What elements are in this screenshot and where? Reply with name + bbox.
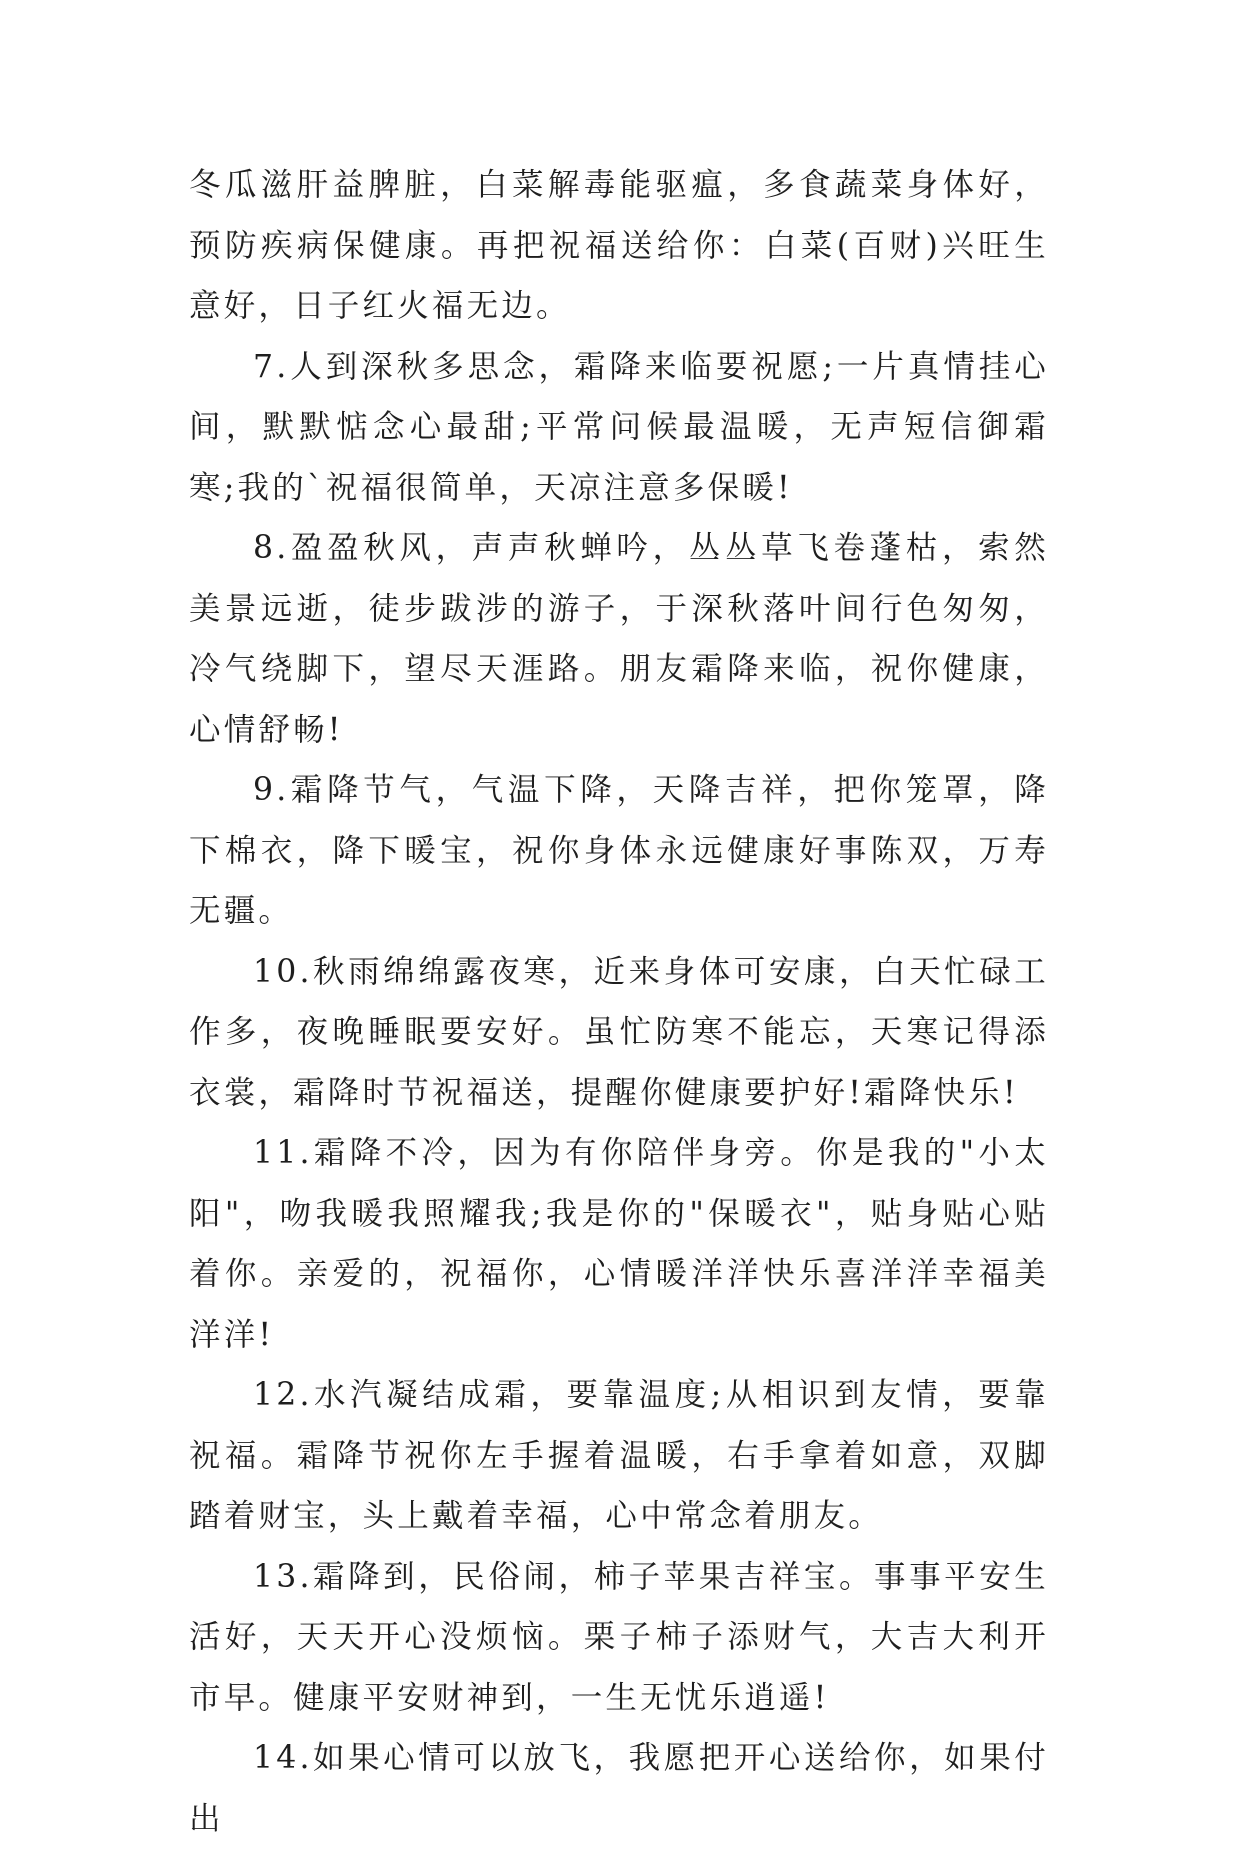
paragraph-item-10: 10.秋雨绵绵露夜寒，近来身体可安康，白天忙碌工作多，夜晚睡眠要安好。虽忙防寒不能忘，天寒记得添衣裳，霜降时节祝福送，提醒你健康要护好!霜降快乐! bbox=[189, 953, 1049, 1111]
paragraph-item-12: 12.水汽凝结成霜，要靠温度;从相识到友情，要靠祝福。霜降节祝你左手握着温暖，右手拿着如意，双脚踏着财宝，头上戴着幸福，心中常念着朋友。 bbox=[189, 1377, 1049, 1534]
paragraph-item-9: 9.霜降节气，气温下降，天降吉祥，把你笼罩，降下棉衣，降下暖宝，祝你身体永远健康好事陈双，万寿无疆。 bbox=[189, 772, 1049, 929]
paragraph-item-11: 11.霜降不冷，因为有你陪伴身旁。你是我的"小太阳"，吻我暖我照耀我;我是你的"保暖衣"，贴身贴心贴着你。亲爱的，祝福你，心情暖洋洋快乐喜洋洋幸福美洋洋! bbox=[189, 1135, 1049, 1353]
paragraph-item-8: 8.盈盈秋风，声声秋蝉吟，丛丛草飞卷蓬枯，索然美景远逝，徒步跋涉的游子，于深秋落叶间行色匆匆，冷气绕脚下，望尽天涯路。朋友霜降来临，祝你健康，心情舒畅! bbox=[189, 530, 1049, 748]
paragraph-item-7: 7.人到深秋多思念，霜降来临要祝愿;一片真情挂心间，默默惦念心最甜;平常问候最温暖，无声短信御霜寒;我的`祝福很简单，天凉注意多保暖! bbox=[189, 348, 1049, 506]
document-body bbox=[189, 155, 1049, 1849]
paragraph-item-13: 13.霜降到，民俗闹，柿子苹果吉祥宝。事事平安生活好，天天开心没烦恼。栗子柿子添财气，大吉大利开市早。健康平安财神到，一生无忧乐逍遥! bbox=[189, 1558, 1049, 1716]
paragraph-item-14: 14.如果心情可以放飞，我愿把开心送给你，如果付出 bbox=[189, 1740, 1049, 1837]
paragraph-continuation: 冬瓜滋肝益脾脏，白菜解毒能驱瘟，多食蔬菜身体好，预防疾病保健康。再把祝福送给你：白菜(百财)兴旺生意好，日子红火福无边。 bbox=[189, 167, 1049, 324]
